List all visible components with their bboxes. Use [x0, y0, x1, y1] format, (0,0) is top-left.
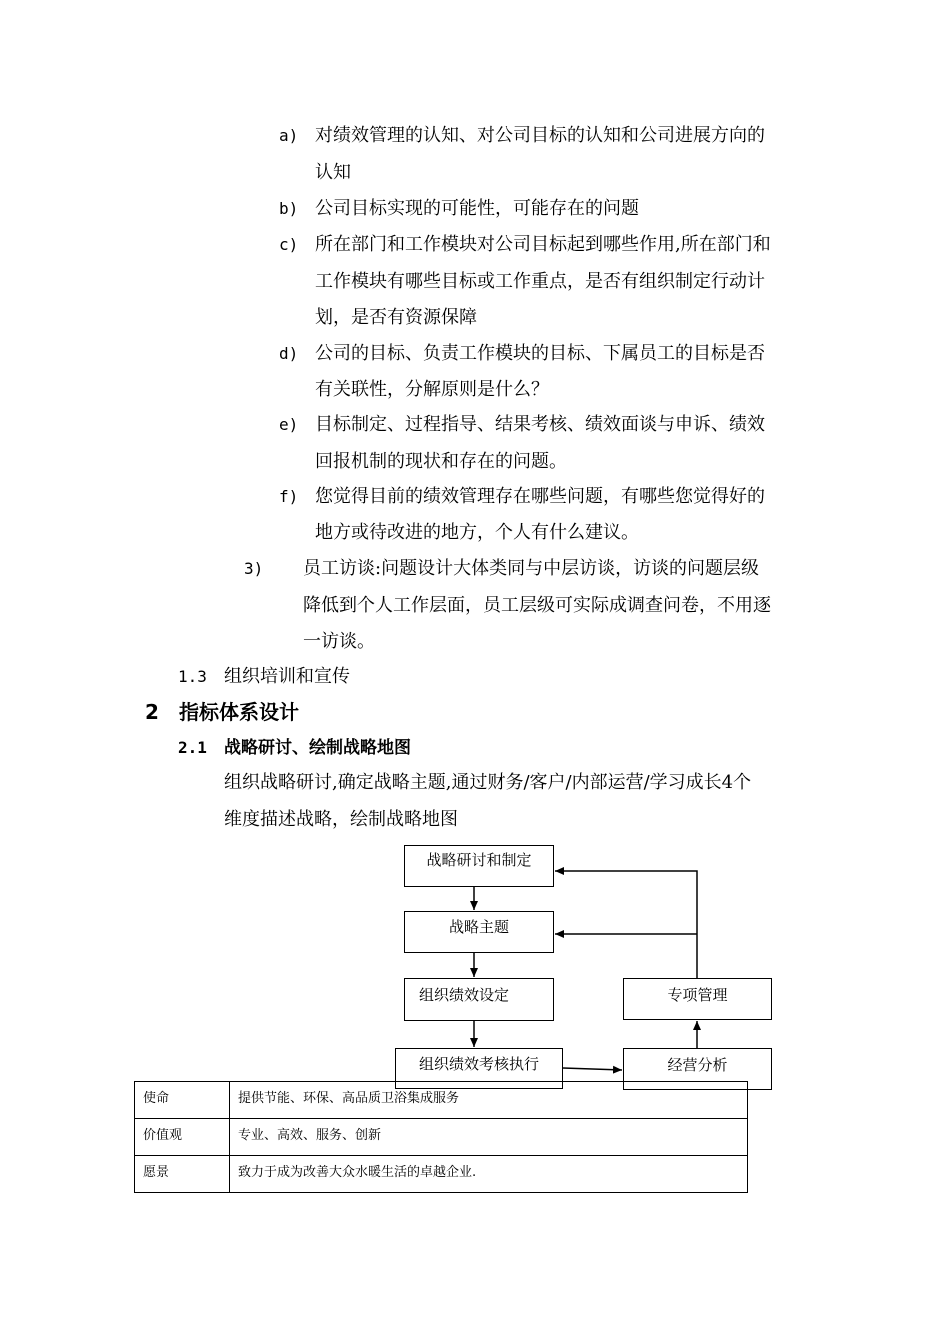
item-text-line: 有关联性，分解原则是什么？ [315, 379, 549, 400]
flow-box-label: 组织绩效考核执行 [418, 1055, 539, 1073]
paragraph-line: 组织战略研讨,确定战略主题,通过财务/客户/内部运营/学习成长4个 [224, 772, 752, 793]
table-row [135, 1082, 748, 1119]
flow-box-label: 战略主题 [448, 918, 509, 936]
item-marker: 3) [244, 559, 264, 578]
item-text-line: 对绩效管理的认知、对公司目标的认知和公司进展方向的 [315, 125, 765, 146]
item-marker: c) [279, 235, 299, 254]
item-marker: d) [279, 344, 299, 363]
table-row [135, 1156, 748, 1193]
item-text-line: 一访谈。 [303, 631, 375, 652]
item-text-line: 公司的目标、负责工作模块的目标、下属员工的目标是否 [315, 343, 765, 364]
item-text-line: 您觉得目前的绩效管理存在哪些问题，有哪些您觉得好的 [315, 486, 765, 507]
flow-box-label: 专项管理 [667, 986, 728, 1004]
flow-box-org-performance-setting [404, 978, 554, 1021]
section-number: 1.3 [178, 667, 207, 686]
item-text-line: 目标制定、过程指导、结果考核、绩效面谈与申诉、绩效 [315, 414, 765, 435]
flow-box-strategy-discussion [404, 845, 554, 887]
item-marker: f) [279, 487, 299, 506]
item-text-line: 划，是否有资源保障 [315, 307, 477, 328]
item-marker: a) [279, 126, 299, 145]
item-text-line: 所在部门和工作模块对公司目标起到哪些作用,所在部门和 [315, 234, 771, 255]
table-key-cell: 使命 [135, 1082, 230, 1119]
item-marker: b) [279, 199, 299, 218]
feedback-to-box1 [555, 871, 697, 978]
item-text-line: 公司目标实现的可能性，可能存在的问题 [315, 198, 639, 219]
flow-box-special-management [623, 978, 772, 1020]
section-title: 组织培训和宣传 [224, 666, 350, 687]
flow-box-label: 战略研讨和制定 [426, 851, 532, 869]
section-title: 战略研讨、绘制战略地图 [224, 738, 411, 758]
section-number: 2 [145, 700, 159, 724]
flow-box-strategic-themes [404, 911, 554, 953]
table-row [135, 1119, 748, 1156]
item-text-line: 降低到个人工作层面，员工层级可实际成调查问卷，不用逐 [303, 595, 771, 616]
table-key-cell: 愿景 [135, 1156, 230, 1193]
item-text-line: 回报机制的现状和存在的问题。 [315, 451, 567, 472]
item-text-line: 地方或待改进的地方，个人有什么建议。 [315, 522, 639, 543]
section-title: 指标体系设计 [179, 700, 299, 724]
table-key-cell: 价值观 [135, 1119, 230, 1156]
flow-box-label: 组织绩效设定 [419, 986, 510, 1004]
item-text-line: 工作模块有哪些目标或工作重点，是否有组织制定行动计 [315, 271, 765, 292]
table-value-cell: 致力于成为改善大众水暖生活的卓越企业. [230, 1156, 748, 1193]
item-marker: e) [279, 415, 299, 434]
table-value-cell: 专业、高效、服务、创新 [230, 1119, 748, 1156]
section-number: 2.1 [178, 738, 207, 757]
flow-box-label: 经营分析 [667, 1056, 728, 1074]
arrow-box4-to-box5 [563, 1068, 622, 1070]
table-value-cell: 提供节能、环保、高品质卫浴集成服务 [230, 1082, 748, 1119]
mission-values-table [134, 1081, 748, 1193]
paragraph-line: 维度描述战略，绘制战略地图 [224, 809, 458, 830]
item-text-line: 认知 [315, 162, 351, 183]
item-text-line: 员工访谈:问题设计大体类同与中层访谈，访谈的问题层级 [303, 558, 760, 579]
